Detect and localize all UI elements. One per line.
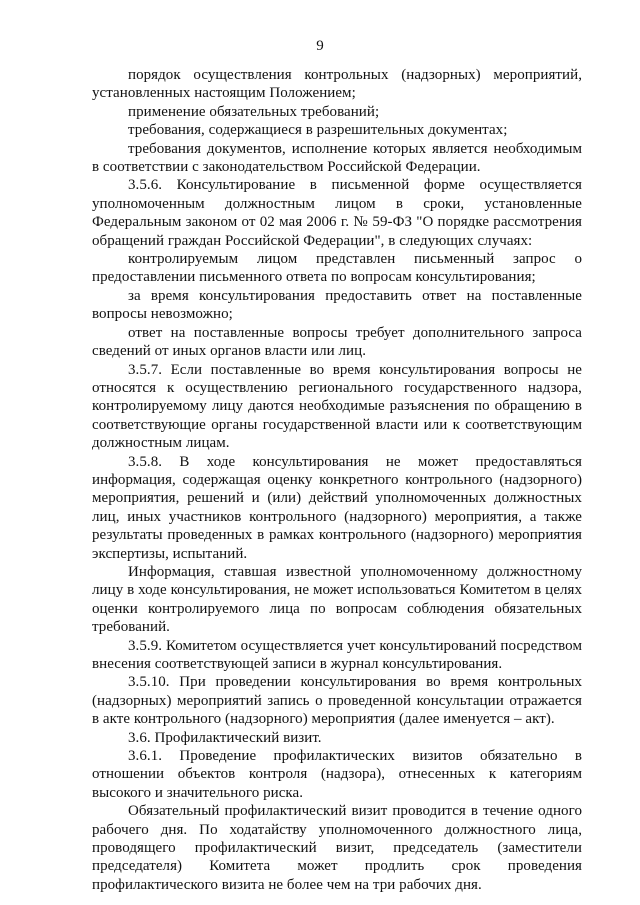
paragraph-mandatory-requirements: применение обязательных требований; [128, 103, 380, 120]
paragraph-written-request: контролируемым лицом представлен письменный запрос о предоставлении письменного ответа по вопросам консультирования; [92, 251, 582, 286]
paragraph-inspection-procedure: порядок осуществления контрольных (надзорных) мероприятий, установленных настоящим Положением; [92, 67, 582, 102]
paragraph-3-6-1: 3.6.1. Проведение профилактических визитов обязательно в отношении объектов контроля (надзора), отнесенных к категориям высокого и значительного риска. [92, 748, 582, 801]
page-number: 9 [316, 38, 324, 54]
document-body [92, 66, 582, 894]
paragraph-3-5-9: 3.5.9. Комитетом осуществляется учет консультирований посредством внесения соответствующей записи в журнал консультирования. [92, 637, 582, 672]
paragraph-mandatory-visit: Обязательный профилактический визит проводится в течение одного рабочего дня. По ходатайству уполномоченного должностного лица, проводящего профилактический визит, председатель (заместители председателя) Комитета может продлить срок проведения профилактического визита не более чем на три рабочих дня. [92, 803, 582, 893]
paragraph-3-6: 3.6. Профилактический визит. [128, 729, 322, 746]
paragraph-additional-request: ответ на поставленные вопросы требует дополнительного запроса сведений от иных органов власти или лиц. [92, 324, 582, 360]
paragraph-permit-requirements: требования, содержащиеся в разрешительных документах; [128, 122, 508, 139]
paragraph-answer-impossible: за время консультирования предоставить ответ на поставленные вопросы невозможно; [92, 287, 582, 323]
paragraph-3-5-7: 3.5.7. Если поставленные во время консультирования вопросы не относятся к осуществлению регионального государственного надзора, контролируемому лицу даются необходимые разъяснения по обращению в соответствующие органы государственной власти или к соответствующим должностным лицам. [92, 361, 582, 452]
paragraph-3-5-6: 3.5.6. Консультирование в письменной форме осуществляется уполномоченным должностным лицом в сроки, установленные Федеральным законом от 02 мая 2006 г. № 59-ФЗ "О порядке рассмотрения обращений граждан Российской Федерации", в следующих случаях: [92, 177, 582, 249]
paragraph-information-use: Информация, ставшая известной уполномоченному должностному лицу в ходе консультирования, не может использоваться Комитетом в целях оценки контролируемого лица по вопросам соблюдения обязательных требований. [92, 563, 582, 636]
paragraph-3-5-10: 3.5.10. При проведении консультирования во время контрольных (надзорных) мероприятий запись о проведенной консультации отражается в акте контрольного (надзорного) мероприятия (далее именуется – акт). [92, 674, 582, 728]
paragraph-document-requirements: требования документов, исполнение которых является необходимым в соответствии с законодательством Российской Федерации. [92, 140, 582, 176]
paragraph-3-5-8: 3.5.8. В ходе консультирования не может предоставляться информация, содержащая оценку конкретного контрольного (надзорного) мероприятия, решений и (или) действий уполномоченных должностных лиц, иных участников контрольного (надзорного) мероприятия, а также результаты проведенных в рамках контрольного (надзорного) мероприятия экспертизы, испытаний. [92, 453, 582, 562]
